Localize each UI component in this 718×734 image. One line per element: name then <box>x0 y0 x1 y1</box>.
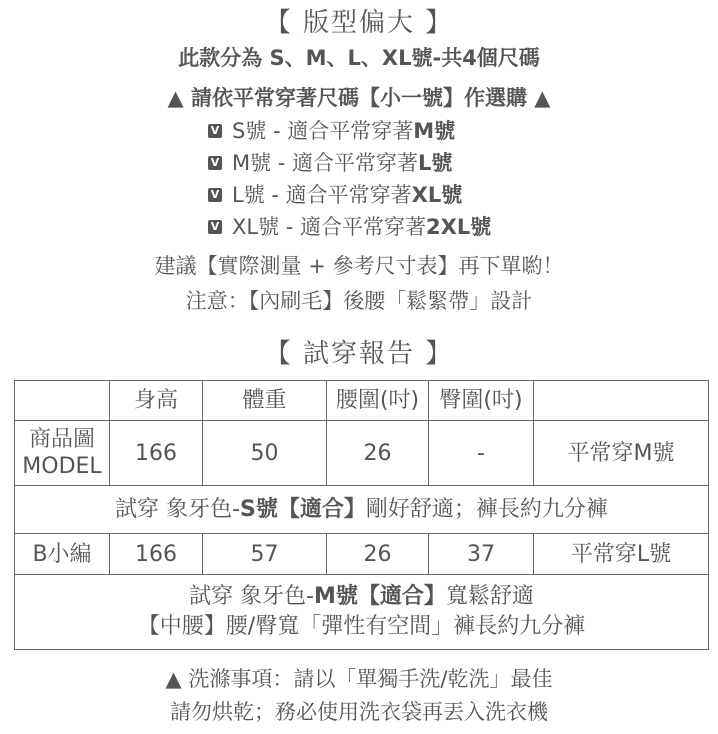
weight-cell: 50 <box>203 421 327 486</box>
person-name: B小編 <box>15 534 110 575</box>
table-row <box>15 421 709 486</box>
size-count-text: 此款分為 S、M、L、XL號-共4個尺碼 <box>178 46 540 70</box>
size-item-l <box>208 179 628 211</box>
fit-note: 試穿 象牙色-S號【適合】剛好舒適；褲長約九分褲 <box>15 486 709 534</box>
usual-size-cell: 平常穿M號 <box>534 421 709 486</box>
header-cell <box>534 381 709 421</box>
size-equiv: L號 <box>418 151 453 175</box>
size-label: XL號 - 適合平常穿著 <box>232 215 427 239</box>
size-label: M號 - 適合平常穿著 <box>232 151 419 175</box>
fit-title: 【 版型偏大 】 <box>264 8 454 38</box>
size-equiv: M號 <box>413 119 456 143</box>
height-cell: 166 <box>110 421 203 486</box>
fitting-report-table <box>14 380 709 650</box>
header-cell: 臀圍(吋) <box>429 381 534 421</box>
check-icon: V <box>208 220 222 234</box>
check-icon: V <box>208 188 222 202</box>
size-item-m <box>208 147 628 179</box>
waist-cell: 26 <box>327 534 429 575</box>
table-note-row <box>15 486 709 534</box>
person-name: 商品圖 MODEL <box>15 421 110 486</box>
weight-cell: 57 <box>203 534 327 575</box>
size-item-xl <box>208 211 628 243</box>
header-cell: 身高 <box>110 381 203 421</box>
table-note-row <box>15 575 709 650</box>
check-icon: V <box>208 156 222 170</box>
size-label: L號 - 適合平常穿著 <box>232 183 412 207</box>
header-cell: 腰圍(吋) <box>327 381 429 421</box>
table-header-row <box>15 381 709 421</box>
header-cell <box>15 381 110 421</box>
waist-cell: 26 <box>327 421 429 486</box>
height-cell: 166 <box>110 534 203 575</box>
measure-note: 建議【實際測量 + 參考尺寸表】再下單喲！ <box>154 254 564 278</box>
size-list <box>208 115 628 243</box>
hip-cell: - <box>429 421 534 486</box>
design-note: 注意：【內刷毛】後腰「鬆緊帶」設計 <box>185 289 533 313</box>
report-title: 【 試穿報告 】 <box>264 339 454 369</box>
usual-size-cell: 平常穿L號 <box>534 534 709 575</box>
size-advice-text: ▲ 請依平常穿著尺碼【小一號】作選購 ▲ <box>167 86 551 110</box>
size-equiv: 2XL號 <box>426 215 492 239</box>
size-equiv: XL號 <box>411 183 463 207</box>
size-item-s <box>208 115 628 147</box>
size-label: S號 - 適合平常穿著 <box>232 119 414 143</box>
washing-note: ▲ 洗滌事項：請以「單獨手洗/乾洗」最佳 <box>165 667 553 691</box>
fit-note: 試穿 象牙色-M號【適合】寬鬆舒適 【中腰】腰/臀寬「彈性有空間」褲長約九分褲 <box>15 575 709 650</box>
washing-warning: 請勿烘乾；務必使用洗衣袋再丟入洗衣機 <box>170 700 548 724</box>
header-cell: 體重 <box>203 381 327 421</box>
hip-cell: 37 <box>429 534 534 575</box>
check-icon: V <box>208 124 222 138</box>
table-row <box>15 534 709 575</box>
